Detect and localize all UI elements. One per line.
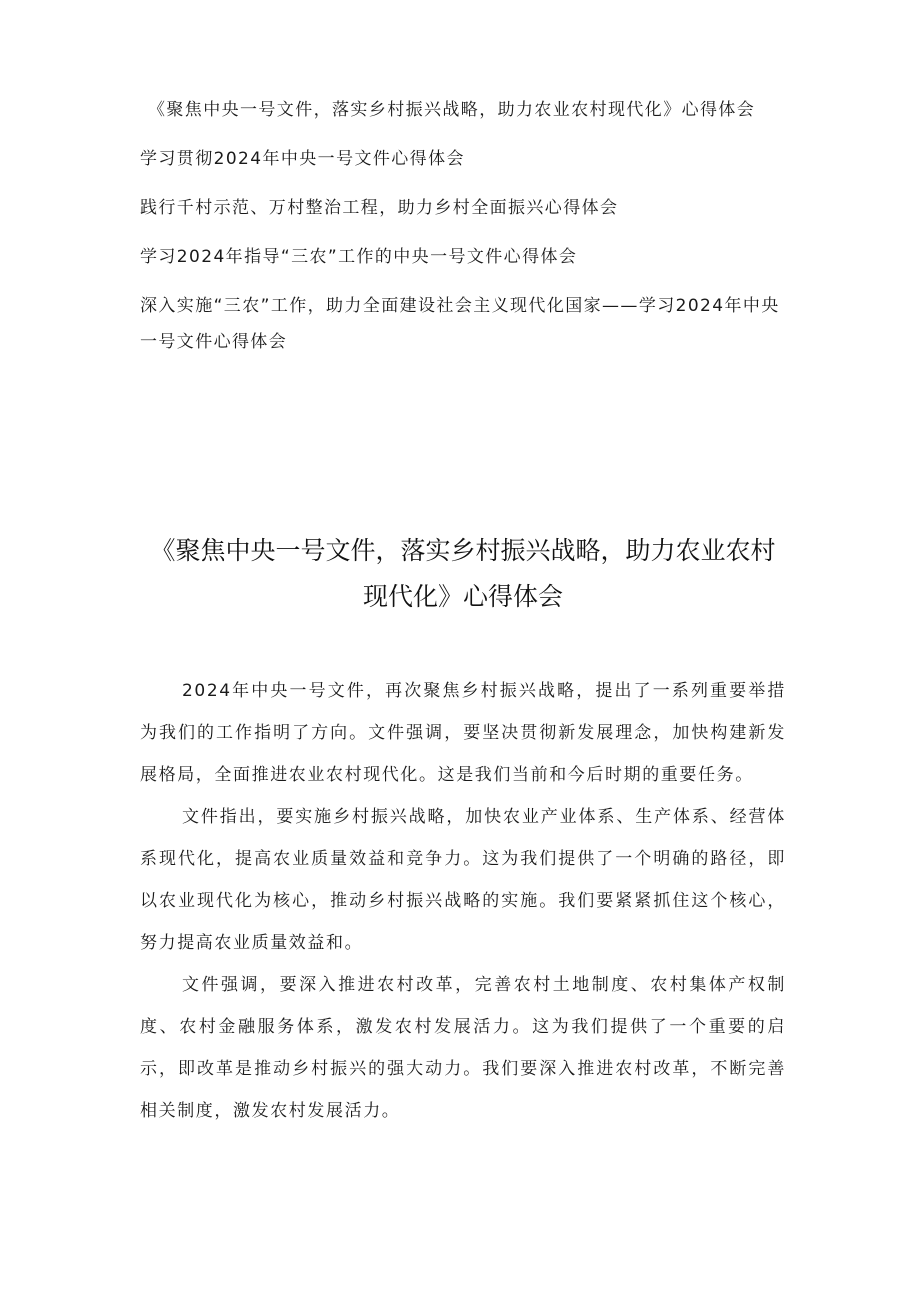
toc-item: 深入实施“三农”工作，助力全面建设社会主义现代化国家——学习2024年中央一号文件心得体会 bbox=[140, 296, 780, 352]
table-of-contents bbox=[140, 92, 786, 373]
paragraph: 文件指出，要实施乡村振兴战略，加快农业产业体系、生产体系、经营体系现代化，提高农业质量效益和竞争力。这为我们提供了一个明确的路径，即以农业现代化为核心，推动乡村振兴战略的实施。我们要紧紧抓住这个核心，努力提高农业质量效益和。 bbox=[140, 807, 786, 953]
toc-item: 践行千村示范、万村整治工程，助力乡村全面振兴心得体会 bbox=[140, 198, 619, 218]
toc-item: 《聚焦中央一号文件，落实乡村振兴战略，助力农业农村现代化》心得体会 bbox=[148, 100, 756, 120]
article-title: 《聚焦中央一号文件，落实乡村振兴战略，助力农业农村现代化》心得体会 bbox=[150, 536, 776, 611]
toc-item: 学习贯彻2024年中央一号文件心得体会 bbox=[140, 149, 465, 169]
article-body bbox=[140, 670, 786, 1132]
paragraph: 文件强调，要深入推进农村改革，完善农村土地制度、农村集体产权制度、农村金融服务体系，激发农村发展活力。这为我们提供了一个重要的启示，即改革是推动乡村振兴的强大动力。我们要深入推进农村改革，不断完善相关制度，激发农村发展活力。 bbox=[140, 975, 786, 1121]
toc-item: 学习2024年指导“三农”工作的中央一号文件心得体会 bbox=[140, 247, 578, 267]
paragraph: 2024年中央一号文件，再次聚焦乡村振兴战略，提出了一系列重要举措为我们的工作指明了方向。文件强调，要坚决贯彻新发展理念，加快构建新发展格局，全面推进农业农村现代化。这是我们当前和今后时期的重要任务。 bbox=[140, 681, 786, 785]
